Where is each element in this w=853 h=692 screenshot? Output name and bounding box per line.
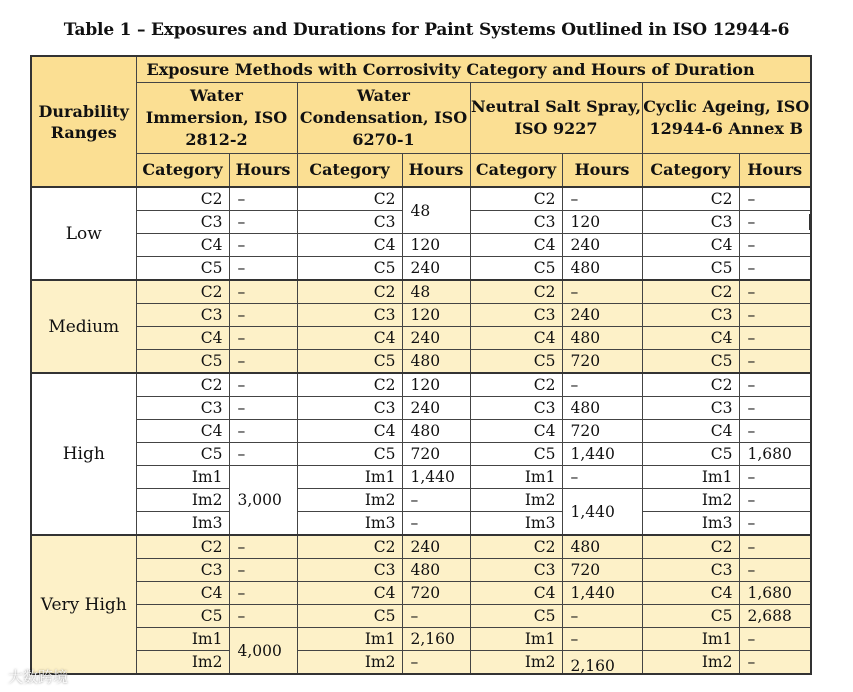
category-cell: C2 — [470, 535, 562, 559]
hours-cell: – — [229, 187, 297, 211]
hours-cell: 1,440 — [402, 466, 470, 489]
category-cell: Im3 — [642, 512, 739, 536]
category-cell: C3 — [136, 211, 229, 234]
table-row — [31, 466, 811, 489]
category-cell: Im3 — [136, 512, 229, 536]
category-cell: C2 — [297, 187, 402, 211]
category-cell: C5 — [642, 605, 739, 628]
header-category: Category — [136, 154, 229, 188]
hours-cell: – — [739, 628, 811, 651]
hours-cell: – — [229, 234, 297, 257]
category-cell: Im2 — [136, 651, 229, 675]
hours-cell: – — [739, 350, 811, 374]
category-cell: C2 — [470, 373, 562, 397]
hours-cell: – — [402, 605, 470, 628]
hours-cell: – — [402, 512, 470, 536]
hours-cell: 240 — [562, 304, 642, 327]
hours-cell: 2,160 — [562, 651, 642, 675]
category-cell: C5 — [136, 605, 229, 628]
hours-cell: – — [739, 651, 811, 675]
category-cell: Im2 — [642, 651, 739, 675]
table-row — [31, 257, 811, 281]
category-cell: Im1 — [297, 466, 402, 489]
hours-cell: 1,440 — [562, 489, 642, 536]
hours-cell: 480 — [402, 420, 470, 443]
hours-cell: – — [229, 605, 297, 628]
table-title: Table 1 – Exposures and Durations for Paint Systems Outlined in ISO 12944-6 — [63, 20, 790, 40]
hours-cell: – — [229, 535, 297, 559]
category-cell: C2 — [642, 373, 739, 397]
hours-cell: – — [229, 420, 297, 443]
category-cell: C5 — [297, 605, 402, 628]
category-cell: C3 — [297, 304, 402, 327]
header-hours: Hours — [739, 154, 811, 188]
hours-cell: 2,160 — [402, 628, 470, 651]
hours-cell: 4,000 — [229, 628, 297, 675]
hours-cell: 120 — [402, 373, 470, 397]
category-cell: C2 — [136, 187, 229, 211]
category-cell: C5 — [470, 350, 562, 374]
hours-cell: – — [562, 280, 642, 304]
category-cell: Im2 — [136, 489, 229, 512]
table-row — [31, 420, 811, 443]
category-cell: C4 — [297, 327, 402, 350]
category-cell: Im1 — [136, 466, 229, 489]
durability-label: High — [31, 373, 136, 535]
category-cell: Im2 — [470, 489, 562, 512]
category-cell: C5 — [470, 257, 562, 281]
category-cell: Im2 — [470, 651, 562, 675]
table-row — [31, 605, 811, 628]
watermark-logo: 大数跨境 — [8, 668, 69, 686]
hours-cell: – — [739, 257, 811, 281]
hours-cell: 240 — [562, 234, 642, 257]
header-water-immersion: Water Immersion, ISO 2812-2 — [136, 83, 297, 154]
hours-cell: – — [402, 489, 470, 512]
category-cell: C5 — [136, 350, 229, 374]
category-cell: C4 — [297, 420, 402, 443]
hours-cell: 3,000 — [229, 466, 297, 536]
category-cell: C3 — [642, 397, 739, 420]
header-water-condensation: Water Condensation, ISO 6270-1 — [297, 83, 470, 154]
category-cell: C4 — [470, 582, 562, 605]
hours-cell: – — [229, 327, 297, 350]
category-cell: Im1 — [642, 466, 739, 489]
category-cell: C4 — [642, 420, 739, 443]
category-cell: C5 — [642, 443, 739, 466]
category-cell: C2 — [642, 535, 739, 559]
category-cell: C2 — [642, 280, 739, 304]
category-cell: C5 — [136, 257, 229, 281]
hours-cell: 480 — [562, 397, 642, 420]
table-row — [31, 651, 811, 675]
durability-label: Low — [31, 187, 136, 280]
header-hours: Hours — [229, 154, 297, 188]
header-methods: Exposure Methods with Corrosivity Category and Hours of Duration — [136, 56, 811, 83]
hours-cell: – — [739, 489, 811, 512]
category-cell: C4 — [136, 327, 229, 350]
table-row — [31, 397, 811, 420]
hours-cell: 480 — [562, 327, 642, 350]
hours-cell: – — [229, 350, 297, 374]
hours-cell: – — [229, 280, 297, 304]
table-row — [31, 443, 811, 466]
hours-cell: – — [229, 443, 297, 466]
category-cell: Im1 — [136, 628, 229, 651]
header-cyclic-ageing: Cyclic Ageing, ISO 12944-6 Annex B — [642, 83, 811, 154]
header-durability: Durability Ranges — [31, 56, 136, 187]
category-cell: C2 — [136, 280, 229, 304]
hours-cell: – — [739, 397, 811, 420]
category-cell: C3 — [470, 304, 562, 327]
hours-cell: 1,440 — [562, 582, 642, 605]
category-cell: C3 — [470, 559, 562, 582]
hours-cell: 240 — [402, 257, 470, 281]
hours-cell: – — [562, 187, 642, 211]
hours-cell: 240 — [402, 535, 470, 559]
category-cell: Im3 — [297, 512, 402, 536]
header-category: Category — [470, 154, 562, 188]
category-cell: C3 — [297, 559, 402, 582]
hours-cell: – — [739, 466, 811, 489]
table-row — [31, 350, 811, 374]
category-cell: Im3 — [470, 512, 562, 536]
category-cell: C2 — [470, 280, 562, 304]
category-cell: C4 — [642, 582, 739, 605]
category-cell: C4 — [642, 327, 739, 350]
header-neutral-salt-spray: Neutral Salt Spray, ISO 9227 — [470, 83, 642, 154]
category-cell: C5 — [470, 605, 562, 628]
table-row — [31, 512, 811, 536]
hours-cell: – — [402, 651, 470, 675]
hours-cell: 480 — [402, 350, 470, 374]
category-cell: Im1 — [470, 466, 562, 489]
hours-cell: 240 — [402, 327, 470, 350]
hours-cell: – — [229, 257, 297, 281]
hours-cell: 1,680 — [739, 582, 811, 605]
category-cell: Im1 — [642, 628, 739, 651]
category-cell: C3 — [642, 559, 739, 582]
hours-cell: 720 — [562, 350, 642, 374]
hours-cell: 720 — [402, 443, 470, 466]
hours-cell: – — [562, 466, 642, 489]
category-cell: C3 — [642, 304, 739, 327]
category-cell: C2 — [136, 373, 229, 397]
hours-cell: – — [739, 280, 811, 304]
table-row — [31, 535, 811, 559]
hours-cell: 720 — [562, 559, 642, 582]
hours-cell: 720 — [562, 420, 642, 443]
category-cell: C5 — [297, 350, 402, 374]
category-cell: C5 — [470, 443, 562, 466]
category-cell: C3 — [470, 397, 562, 420]
table-row — [31, 582, 811, 605]
table-row — [31, 628, 811, 651]
hours-cell: – — [562, 605, 642, 628]
header-category: Category — [297, 154, 402, 188]
category-cell: C2 — [297, 280, 402, 304]
category-cell: Im2 — [297, 651, 402, 675]
category-cell: C4 — [136, 234, 229, 257]
category-cell: Im1 — [470, 628, 562, 651]
category-cell: C3 — [297, 397, 402, 420]
table-row — [31, 280, 811, 304]
category-cell: C4 — [470, 234, 562, 257]
edge-mark — [809, 214, 811, 230]
hours-cell: – — [229, 559, 297, 582]
category-cell: C4 — [642, 234, 739, 257]
table-row — [31, 489, 811, 512]
durability-label: Medium — [31, 280, 136, 373]
hours-cell: – — [562, 628, 642, 651]
table-row — [31, 327, 811, 350]
hours-cell: – — [739, 535, 811, 559]
exposure-table — [30, 55, 812, 675]
category-cell: Im2 — [297, 489, 402, 512]
category-cell: C4 — [136, 582, 229, 605]
hours-cell: 480 — [562, 257, 642, 281]
hours-cell: 120 — [562, 211, 642, 234]
hours-cell: – — [229, 304, 297, 327]
header-hours: Hours — [562, 154, 642, 188]
hours-cell: – — [739, 211, 811, 234]
category-cell: Im2 — [642, 489, 739, 512]
hours-cell: – — [739, 512, 811, 536]
category-cell: C3 — [136, 397, 229, 420]
hours-cell: 240 — [402, 397, 470, 420]
category-cell: C3 — [297, 211, 402, 234]
hours-cell: 720 — [402, 582, 470, 605]
table-row — [31, 234, 811, 257]
hours-cell: 48 — [402, 187, 470, 234]
category-cell: C2 — [642, 187, 739, 211]
category-cell: C3 — [642, 211, 739, 234]
hours-cell: – — [562, 373, 642, 397]
hours-cell: – — [739, 327, 811, 350]
category-cell: C2 — [470, 187, 562, 211]
table-row — [31, 304, 811, 327]
category-cell: C2 — [297, 535, 402, 559]
header-hours: Hours — [402, 154, 470, 188]
header-category: Category — [642, 154, 739, 188]
hours-cell: – — [739, 187, 811, 211]
category-cell: C3 — [136, 304, 229, 327]
hours-cell: 48 — [402, 280, 470, 304]
category-cell: C5 — [297, 257, 402, 281]
table-row — [31, 187, 811, 211]
hours-cell: 120 — [402, 234, 470, 257]
hours-cell: – — [229, 397, 297, 420]
hours-cell: 480 — [562, 535, 642, 559]
hours-cell: – — [739, 234, 811, 257]
category-cell: C4 — [297, 234, 402, 257]
hours-cell: – — [229, 373, 297, 397]
table-row — [31, 373, 811, 397]
category-cell: C3 — [470, 211, 562, 234]
table-row — [31, 559, 811, 582]
hours-cell: – — [739, 373, 811, 397]
category-cell: C5 — [642, 257, 739, 281]
hours-cell: 120 — [402, 304, 470, 327]
hours-cell: 1,680 — [739, 443, 811, 466]
hours-cell: – — [739, 304, 811, 327]
hours-cell: 1,440 — [562, 443, 642, 466]
category-cell: C2 — [297, 373, 402, 397]
category-cell: C5 — [642, 350, 739, 374]
category-cell: C4 — [470, 420, 562, 443]
hours-cell: – — [229, 211, 297, 234]
category-cell: Im1 — [297, 628, 402, 651]
category-cell: C4 — [297, 582, 402, 605]
category-cell: C5 — [136, 443, 229, 466]
category-cell: C4 — [136, 420, 229, 443]
hours-cell: – — [739, 559, 811, 582]
hours-cell: 480 — [402, 559, 470, 582]
hours-cell: 2,688 — [739, 605, 811, 628]
category-cell: C2 — [136, 535, 229, 559]
category-cell: C3 — [136, 559, 229, 582]
hours-cell: – — [229, 582, 297, 605]
category-cell: C5 — [297, 443, 402, 466]
durability-label: Very High — [31, 535, 136, 674]
hours-cell: – — [739, 420, 811, 443]
category-cell: C4 — [470, 327, 562, 350]
